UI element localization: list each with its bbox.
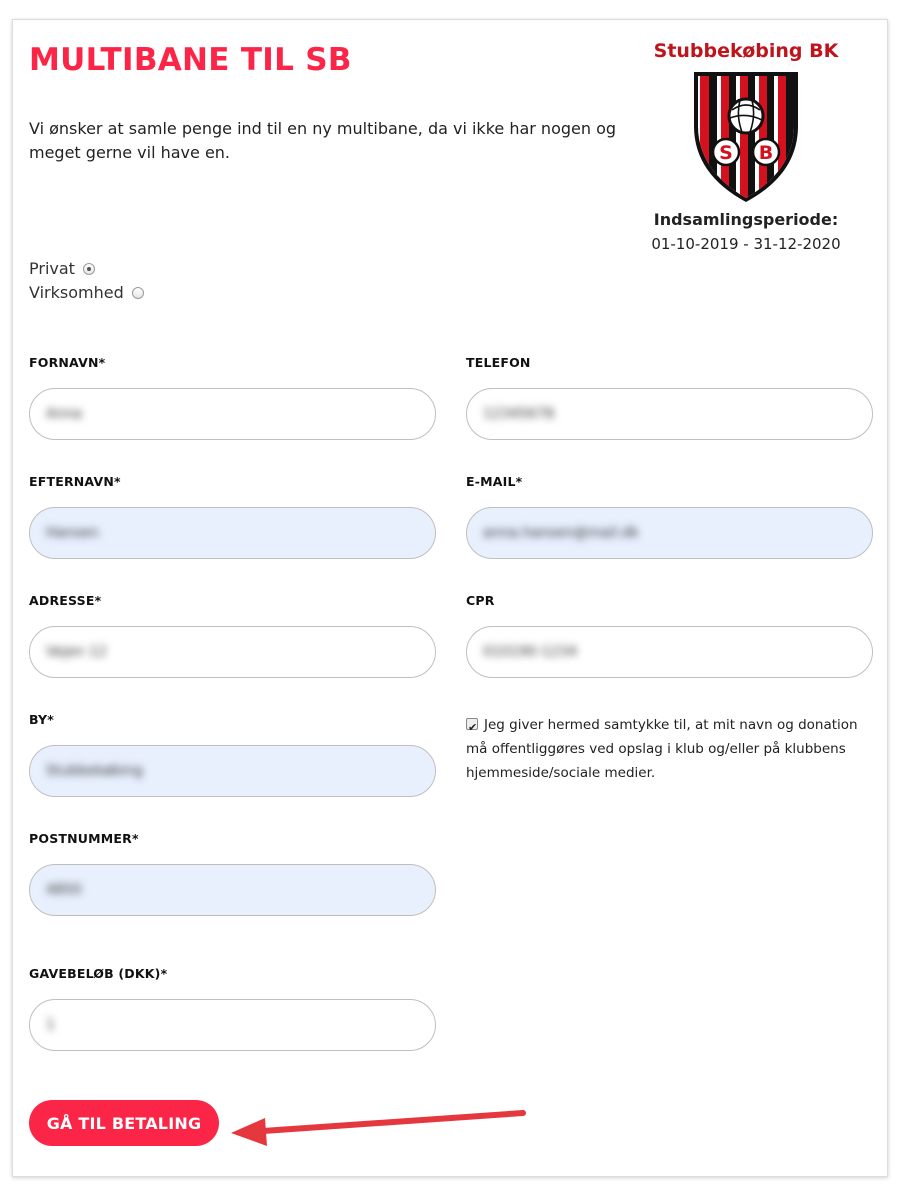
gavebelob-value: 1: [46, 1017, 55, 1033]
by-label: BY*: [29, 712, 55, 727]
efternavn-label: EFTERNAVN*: [29, 474, 121, 489]
donor-type-virksomhed[interactable]: [29, 283, 144, 302]
cpr-field[interactable]: [466, 626, 873, 678]
consent-block: [466, 713, 866, 785]
telefon-value: 12345678: [483, 406, 555, 422]
efternavn-field[interactable]: [29, 507, 436, 559]
gavebelob-label: GAVEBELØB (DKK)*: [29, 966, 168, 981]
annotation-arrow-icon: [223, 1110, 533, 1170]
fornavn-field[interactable]: [29, 388, 436, 440]
consent-text: Jeg giver hermed samtykke til, at mit navn og donation må offentliggøres ved opslag i klub og/eller på klubbens hjemmeside/sociale medier.: [466, 717, 858, 781]
pay-button[interactable]: GÅ TIL BETALING: [29, 1100, 219, 1146]
period-label: Indsamlingsperiode:: [653, 210, 839, 229]
telefon-field[interactable]: [466, 388, 873, 440]
donor-type-privat[interactable]: [29, 259, 95, 278]
efternavn-value: Hansen: [46, 525, 99, 541]
radio-label-privat: Privat: [29, 259, 75, 278]
postnummer-field[interactable]: [29, 864, 436, 916]
fornavn-label: FORNAVN*: [29, 355, 106, 370]
postnummer-label: POSTNUMMER*: [29, 831, 139, 846]
consent-checkbox[interactable]: [466, 718, 478, 730]
radio-label-virksomhed: Virksomhed: [29, 283, 124, 302]
period-value: 01-10-2019 - 31-12-2020: [651, 235, 841, 253]
donation-card: [12, 19, 888, 1177]
radio-virksomhed[interactable]: [132, 287, 144, 299]
email-field[interactable]: [466, 507, 873, 559]
club-crest-logo: [690, 70, 802, 202]
cpr-value: 010190-1234: [483, 644, 578, 660]
telefon-label: TELEFON: [466, 355, 531, 370]
intro-text: Vi ønsker at samle penge ind til en ny multibane, da vi ikke har nogen og meget gerne vil have en.: [29, 119, 617, 162]
email-value: anna.hansen@mail.dk: [483, 525, 639, 541]
adresse-label: ADRESSE*: [29, 593, 102, 608]
club-name: Stubbekøbing BK: [653, 40, 839, 62]
postnummer-value: 4850: [46, 882, 82, 898]
email-label: E-MAIL*: [466, 474, 523, 489]
fornavn-value: Anna: [46, 406, 82, 422]
cpr-label: CPR: [466, 593, 495, 608]
by-field[interactable]: [29, 745, 436, 797]
page-title: MULTIBANE TIL SB: [29, 42, 352, 78]
adresse-value: Vejen 12: [46, 644, 107, 660]
gavebelob-field[interactable]: [29, 999, 436, 1051]
by-value: Stubbekøbing: [46, 763, 143, 779]
crest-letter-b: B: [758, 142, 774, 164]
crest-letter-s: S: [719, 142, 733, 164]
radio-privat[interactable]: [83, 263, 95, 275]
adresse-field[interactable]: [29, 626, 436, 678]
